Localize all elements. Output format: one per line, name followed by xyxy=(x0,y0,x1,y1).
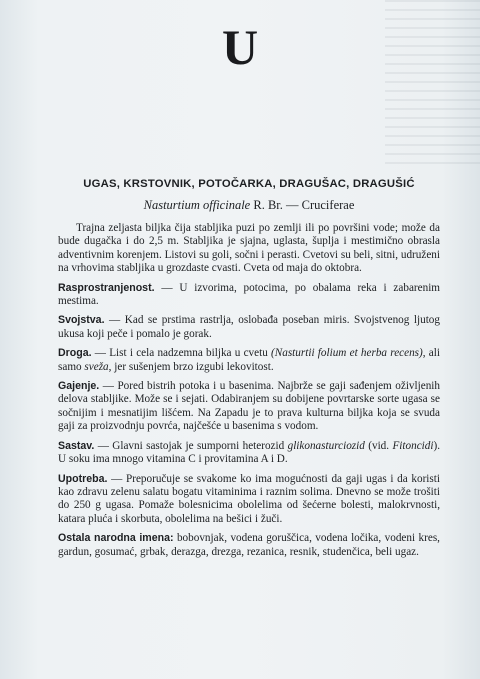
family-name: R. Br. — Cruciferae xyxy=(250,198,355,212)
composition-text-1: — Glavni sastojak je sumporni heterozid xyxy=(94,439,288,452)
cultivation-term: Gajenje. xyxy=(58,380,100,393)
composition-text-2: (vid. xyxy=(364,439,393,452)
entry-content xyxy=(58,178,440,565)
other-names-text: bobovnjak, vodena goruščica, vodena ločika, vodeni kres, gardun, gosumać, grbak, derazga, drezga, rezanica, resnik, studenčica, beli ugaz. xyxy=(58,532,440,558)
other-names-term: Ostala narodna imena: xyxy=(58,532,174,545)
composition-paragraph xyxy=(58,440,440,467)
usage-paragraph xyxy=(58,473,440,527)
properties-paragraph xyxy=(58,314,440,341)
distribution-text: — U izvorima, potocima, po obalama reka i zabarenim mestima. xyxy=(58,281,440,308)
cultivation-text: — Pored bistrih potoka i u basenima. Najbrže se gaji sađenjem oživljenih delova stabljike. Može se i sejati. Odabiranjem su dobijene povrtarske sorte ugasa se sočnijim i mesnatijim lišćem. Na Zapadu je to prava kulturna biljka koja se svuda gaji za proizvodnju povrća, najčešće u basenima s vodom. xyxy=(58,380,440,433)
drug-text-2: , ali samo xyxy=(58,347,440,373)
drug-text-1: — List i cela nadzemna biljka u cvetu xyxy=(91,347,272,360)
latin-name: Nasturtium officinale xyxy=(143,198,251,212)
drug-latin: (Nasturtii folium et herba recens) xyxy=(271,347,423,360)
usage-term: Upotreba. xyxy=(58,472,108,485)
properties-text: — Kad se prstima rastrlja, oslobađa poseban miris. Svojstvenog ljutog ukusa koji peče i pomalo je gorak. xyxy=(58,314,440,340)
drug-term: Droga. xyxy=(58,347,92,360)
section-letter: U xyxy=(221,19,259,75)
latin-name-line xyxy=(58,198,440,213)
composition-text-3: ). U soku ima mnogo vitamina C i provitamina A i D. xyxy=(58,439,440,466)
intro-paragraph: Trajna zeljasta biljka čija stabljika puzi po zemlji ili po površini vode; može da bude dugačka i do 2,5 m. Stabljika je sjajna, uglasta, šuplja i mestimično obrasla adventivnim korenjem. Listovi su goli, sočni i perasti. Cvetovi su beli, sitni, udruženi na vrhovima stabljika u grozdaste cvasti. Cveta od maja do oktobra. xyxy=(58,222,440,275)
drug-paragraph xyxy=(58,347,440,374)
usage-text: — Preporučuje se svakome ko ima mogućnosti da gaji ugas i da koristi kao zdravu zelenu salatu bogatu vitaminima i raznim solima. Dnevno se može trošiti do 250 g ugasa. Pomaže bolesnicima obolelima od šećerne bolesti, malokrvnosti, katara pluća i skorbuta, obolelima na bešici i žuči. xyxy=(58,472,440,525)
drug-text-3: , jer sušenjem brzo izgubi lekovitost. xyxy=(108,360,274,373)
composition-term: Sastav. xyxy=(58,439,95,452)
composition-compound: glikonasturciozid xyxy=(287,439,365,452)
distribution-term: Rasprostranjenost. xyxy=(58,281,155,294)
drug-fresh: sveža xyxy=(84,360,109,373)
entry-heading: UGAS, KRSTOVNIK, POTOČARKA, DRAGUŠAC, DRAGUŠIĆ xyxy=(83,178,415,190)
distribution-paragraph xyxy=(58,282,440,309)
properties-term: Svojstva. xyxy=(58,314,105,327)
other-names-paragraph xyxy=(58,532,440,559)
composition-reference: Fitoncidi xyxy=(392,439,434,452)
cultivation-paragraph xyxy=(58,380,440,434)
